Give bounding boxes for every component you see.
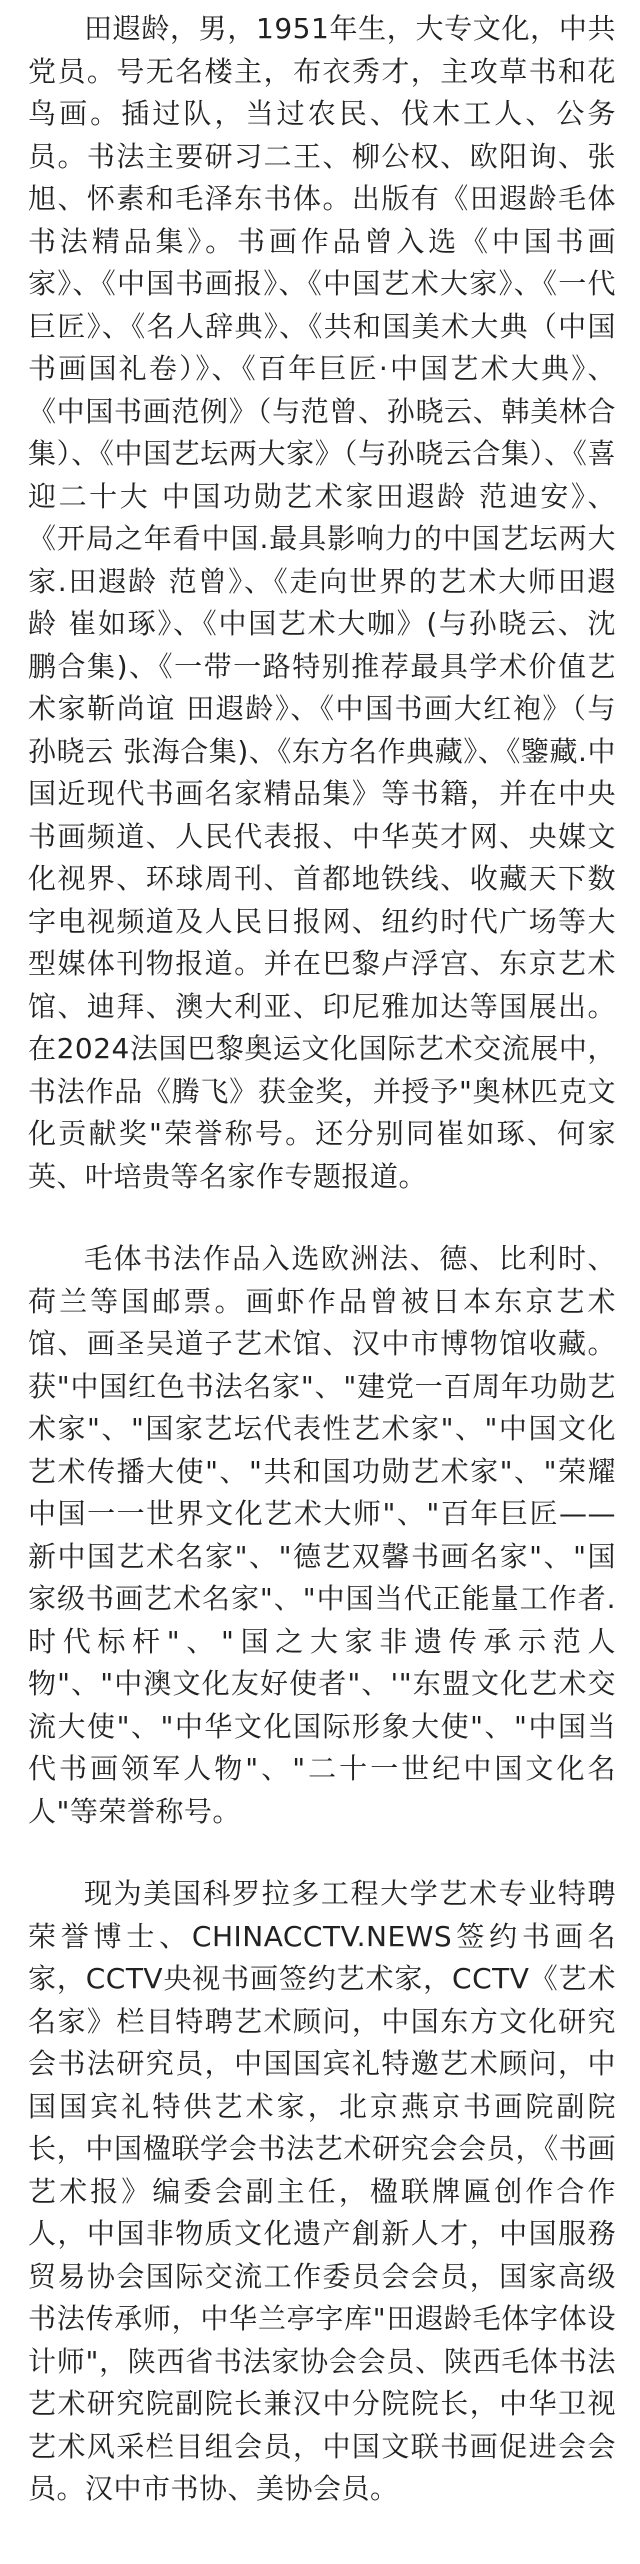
biography-paragraph: 田遐龄，男，1951年生，大专文化，中共党员。号无名楼主，布衣秀才，主攻草书和花鸟画。插过队，当过农民、伐木工人、公务员。书法主要研习二王、柳公权、欧阳询、张旭、怀素和毛泽东书体。出版有《田遐龄毛体书法精品集》。书画作品曾入选《中国书画家》、《中国书画报》、《中国艺术大家》、《一代巨匠》、《名人辞典》、《共和国美术大典（中国书画国礼卷）》、《百年巨匠·中国艺术大典》、《中国书画范例》（与范曾、孙晓云、韩美林合集）、《中国艺坛两大家》（与孙晓云合集）、《喜迎二十大 中国功勋艺术家田遐龄 范迪安》、《开局之年看中国.最具影响力的中国艺坛两大家.田遐龄 范曾》、《走向世界的艺术大师田遐龄 崔如琢》、《中国艺术大咖》(与孙晓云、沈鹏合集)、《一带一路特别推荐最具学术价值艺术家靳尚谊 田遐龄》、《中国书画大红袍》（与孙晓云 张海合集)、《东方名作典藏》、《鑒藏.中国近现代书画名家精品集》等书籍，并在中央书画频道、人民代表报、中华英才网、央媒文化视界、环球周刊、首都地铁线、收藏天下数字电视频道及人民日报网、纽约时代广场等大型媒体刊物报道。并在巴黎卢浮宫、东京艺术馆、迪拜、澳大利亚、印尼雅加达等国展出。在2024法国巴黎奥运文化国际艺术交流展中，书法作品《腾飞》获金奖，并授予"奥林匹克文化贡献奖"荣誉称号。还分别同崔如琢、何家英、叶培贵等名家作专题报道。 (28, 12, 616, 1193)
awards-paragraph: 毛体书法作品入选欧洲法、德、比利时、荷兰等国邮票。画虾作品曾被日本东京艺术馆、画圣吴道子艺术馆、汉中市博物馆收藏。获"中国红色书法名家"、"建党一百周年功勋艺术家"、"国家艺坛代表性艺术家"、"中国文化艺术传播大使"、"共和国功勋艺术家"、"荣耀中国一一世界文化艺术大师"、"百年巨匠——新中国艺术名家"、"德艺双馨书画名家"、"国家级书画艺术名家"、"中国当代正能量工作者.时代标杆"、"国之大家非遗传承示范人物"、"中澳文化友好使者"、'"东盟文化艺术交流大使"、"中华文化国际形象大使"、"中国当代书画领军人物"、"二十一世纪中国文化名人"等荣誉称号。 (28, 1242, 616, 1828)
positions-paragraph: 现为美国科罗拉多工程大学艺术专业特聘荣誉博士、CHINACCTV.NEWS签约书画名家，CCTV央视书画签约艺术家，CCTV《艺术名家》栏目特聘艺术顾问，中国东方文化研究会书法研究员，中国国宾礼特邀艺术顾问，中国国宾礼特供艺术家，北京燕京书画院副院长，中国楹联学会书法艺术研究会会员，《书画艺术报》编委会副主任，楹联牌匾创作合作人，中国非物质文化遗产創新人才，中国服務贸易协会国际交流工作委员会会员，国家高级书法传承师，中华兰亭字库"田遐龄毛体字体设计师"，陕西省书法家协会会员、陕西毛体书法艺术研究院副院长兼汉中分院院长，中华卫视艺术风采栏目组会员，中国文联书画促进会会员。汉中市书协、美协会员。 (28, 1877, 616, 2505)
